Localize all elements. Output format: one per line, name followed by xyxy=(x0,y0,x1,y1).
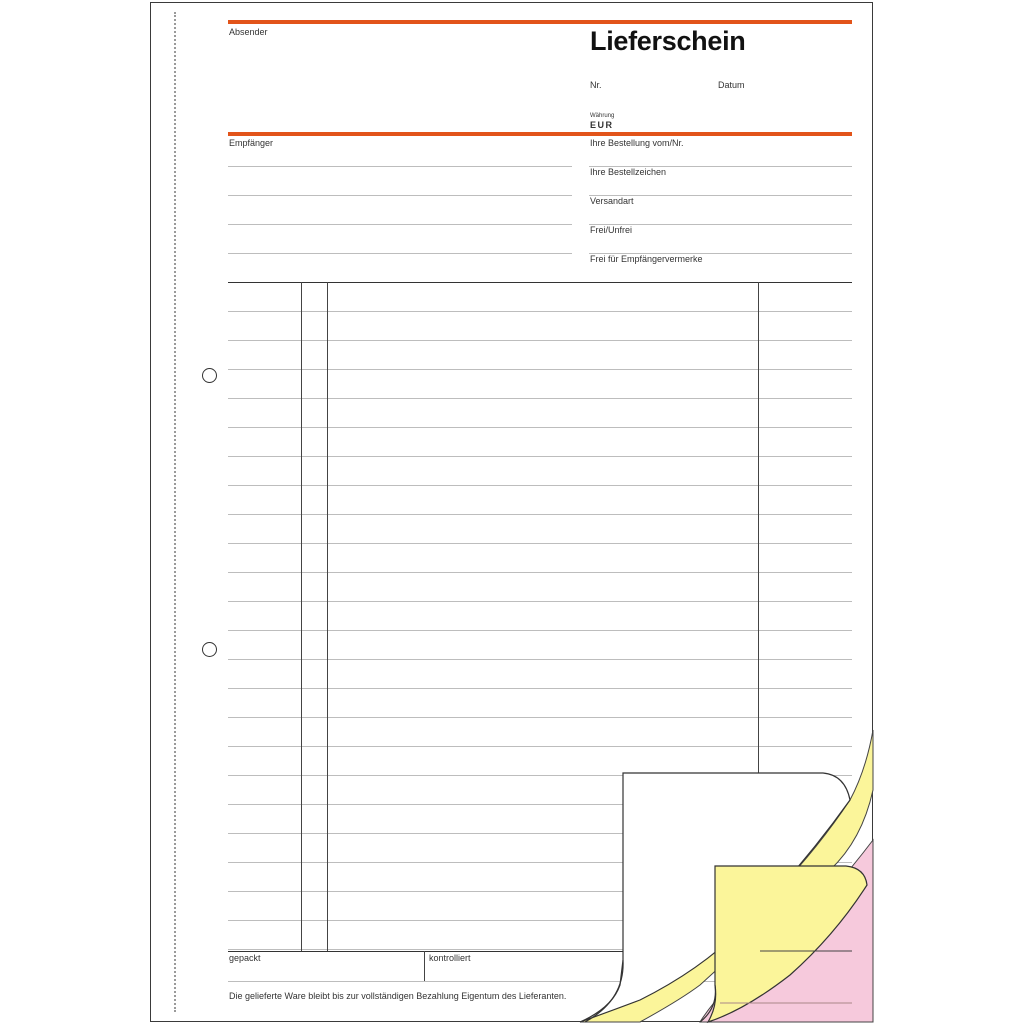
order-field-label: Versandart xyxy=(590,196,634,206)
currency-caption: Währung xyxy=(590,113,615,119)
ownership-note: Die gelieferte Ware bleibt bis zur vollständigen Bezahlung Eigentum des Lieferanten. xyxy=(229,991,567,1001)
checked-label: kontrolliert xyxy=(429,953,471,963)
order-field-label: Ihre Bestellung vom/Nr. xyxy=(590,138,684,148)
nr-label: Nr. xyxy=(590,80,602,90)
form-title: Lieferschein xyxy=(590,26,746,56)
order-field-label: Ihre Bestellzeichen xyxy=(590,167,667,177)
currency-value: EUR xyxy=(590,120,614,130)
packed-label: gepackt xyxy=(229,953,261,963)
order-field-label: Frei/Unfrei xyxy=(590,225,633,235)
sender-label: Absender xyxy=(229,27,268,37)
date-label: Datum xyxy=(718,80,745,90)
recipient-label: Empfänger xyxy=(229,138,274,148)
order-field-label: Frei für Empfängervermerke xyxy=(590,254,703,264)
